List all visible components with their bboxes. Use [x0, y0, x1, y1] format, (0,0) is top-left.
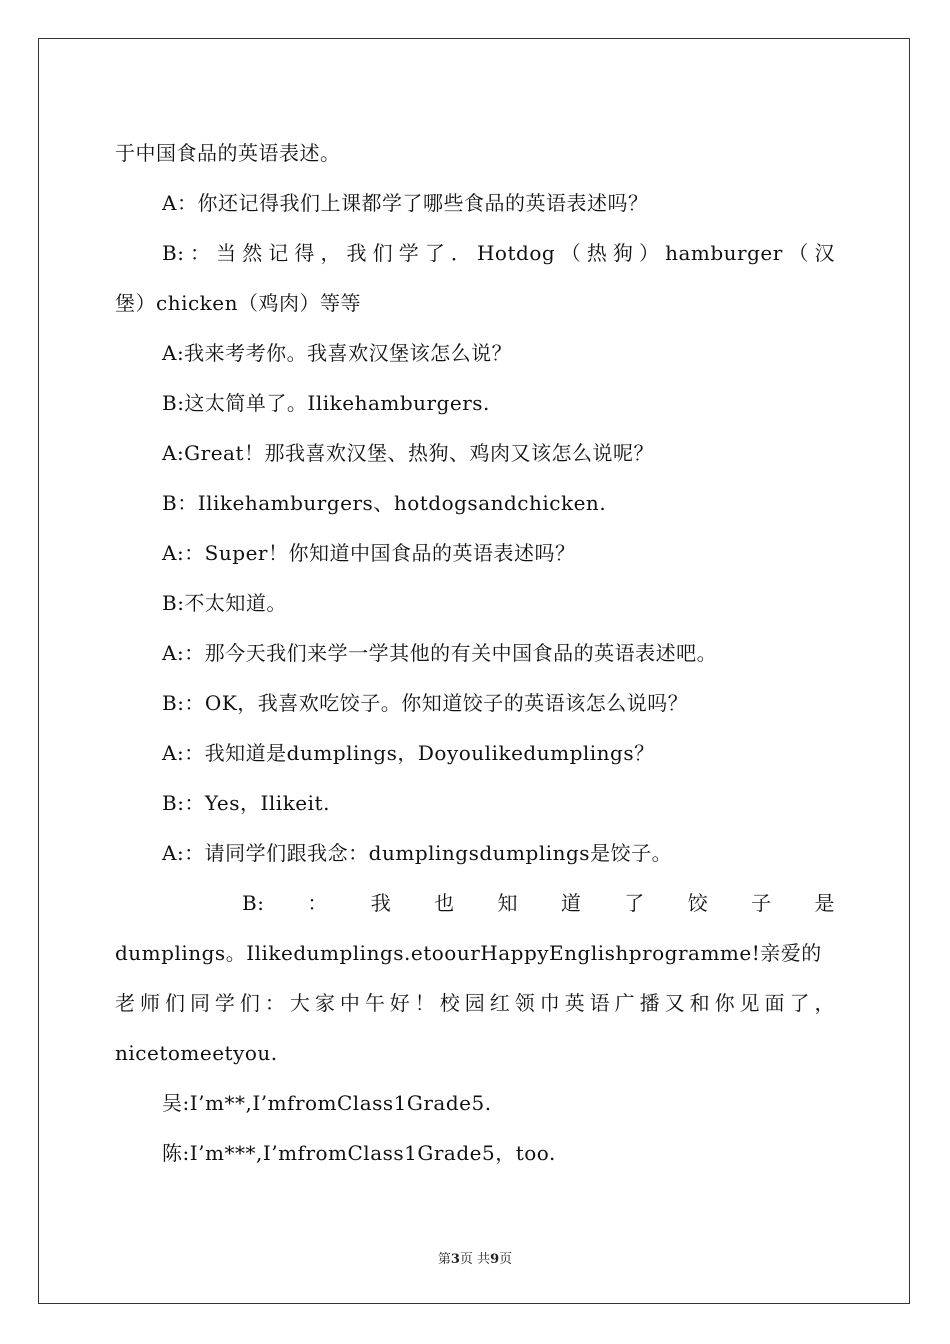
- page-current: 3: [450, 1252, 460, 1267]
- paragraph-line: nicetomeetyou.: [115, 1041, 278, 1065]
- dialogue-line: 吴:I’m**,I’mfromClass1Grade5.: [162, 1091, 492, 1115]
- dialogue-line: A:我来考考你。我喜欢汉堡该怎么说？: [162, 341, 513, 365]
- dialogue-line: B:：我也知道了饺子是: [242, 891, 835, 915]
- dialogue-line: A:：那今天我们来学一学其他的有关中国食品的英语表述吧。: [162, 641, 718, 665]
- page-number: [0, 1248, 950, 1267]
- dialogue-line: B：Ilikehamburgers、hotdogsandchicken.: [162, 491, 607, 515]
- dialogue-line: B:不太知道。: [162, 591, 287, 615]
- dialogue-line: A：你还记得我们上课都学了哪些食品的英语表述吗？: [162, 191, 649, 215]
- dialogue-line: B:：当然记得，我们学了．Hotdog（热狗）hamburger（汉: [162, 241, 835, 265]
- dialogue-line: A:：我知道是dumplings，Doyoulikedumplings？: [162, 741, 655, 765]
- page-mid: 页 共: [459, 1252, 491, 1267]
- paragraph-line: 于中国食品的英语表述。: [115, 141, 341, 165]
- dialogue-line: 陈:I’m***,I’mfromClass1Grade5，too.: [162, 1141, 556, 1165]
- dialogue-line: A:Great！那我喜欢汉堡、热狗、鸡肉又该怎么说呢？: [162, 441, 655, 465]
- paragraph-line: 老师们同学们：大家中午好！校园红领巾英语广播又和你见面了，: [115, 991, 835, 1015]
- page-suffix: 页: [499, 1252, 513, 1267]
- dialogue-line-continued: 堡）chicken（鸡肉）等等: [115, 291, 362, 315]
- dialogue-line: A:：请同学们跟我念：dumplingsdumplings是饺子。: [162, 841, 673, 865]
- dialogue-line: B:：Yes，Ilikeit.: [162, 791, 330, 815]
- dialogue-line: B:这太简单了。Ilikehamburgers.: [162, 391, 490, 415]
- page-total: 9: [490, 1252, 500, 1267]
- dialogue-line: A:：Super！你知道中国食品的英语表述吗？: [162, 541, 576, 565]
- document-body: [115, 128, 835, 1178]
- page-prefix: 第: [437, 1252, 451, 1267]
- paragraph-line: dumplings。Ilikedumplings.etoourHappyEnglishprogramme!亲爱的: [115, 941, 822, 965]
- dialogue-line: B:：OK，我喜欢吃饺子。你知道饺子的英语该怎么说吗？: [162, 691, 689, 715]
